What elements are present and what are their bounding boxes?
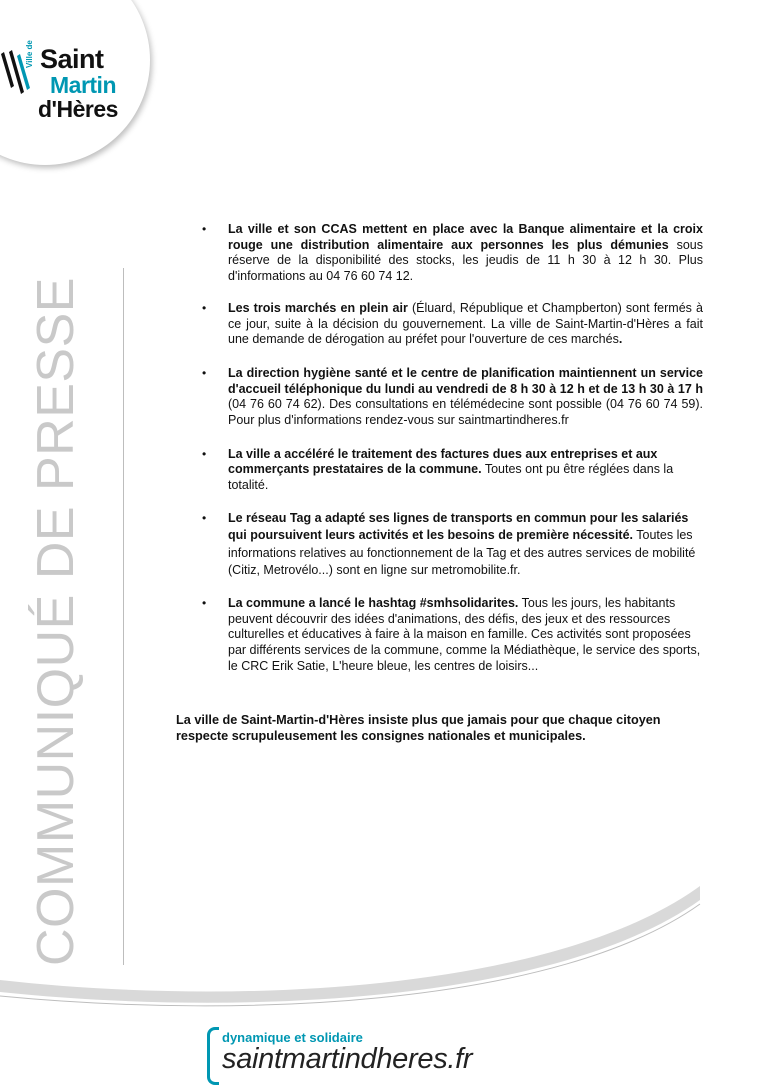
bullet-item-food-distribution bbox=[198, 222, 703, 285]
bullet-text: Toutes les informations relatives au fonctionnement de la Tag et des autres services de mobilité (Citiz, Metrovélo...) sont en ligne sur metromobilite.fr. bbox=[228, 528, 696, 578]
logo-martin-text: Martin bbox=[50, 72, 116, 98]
bullet-text: sous réserve de la disponibilité des stocks, les jeudis de 11 h 30 à 12 h 30. Plus d'informations au 04 76 60 74 12. bbox=[228, 237, 703, 284]
footer-website-link[interactable]: saintmartindheres.fr bbox=[222, 1043, 473, 1075]
logo-ville-label: Ville de bbox=[25, 40, 34, 68]
bullet-bold: Les trois marchés en plein air bbox=[228, 300, 408, 315]
side-divider bbox=[123, 268, 124, 965]
bullet-bold: La direction hygiène santé et le centre de planification maintiennent un service d'accueil téléphonique du lundi au vendredi de 8 h 30 à 12 h et de 13 h 30 à 17 h bbox=[228, 365, 703, 396]
bullet-item-invoices bbox=[198, 447, 703, 494]
bullet-bold: La ville et son CCAS mettent en place avec la Banque alimentaire et la croix rouge une distribution alimentaire aux personnes les plus démunies bbox=[228, 222, 703, 252]
closing-statement: La ville de Saint-Martin-d'Hères insiste plus que jamais pour que chaque citoyen respecte scrupuleusement les consignes nationales et municipales. bbox=[176, 713, 661, 743]
side-title: COMMUNIQUÉ DE PRESSE bbox=[27, 277, 85, 966]
bullet-bold: Le réseau Tag a adapté ses lignes de transports en commun pour les salariés qui poursuivent leurs activités et les besoins de première nécessité. bbox=[228, 510, 689, 543]
bullet-list bbox=[198, 222, 703, 674]
bullet-item-transport bbox=[198, 510, 703, 580]
bullet-item-health bbox=[198, 366, 703, 429]
decorative-swoosh bbox=[0, 880, 768, 1020]
bullet-item-hashtag bbox=[198, 596, 703, 675]
bullet-bold: La ville a accéléré le traitement des factures dues aux entreprises et aux commerçants prestataires de la commune. bbox=[228, 446, 658, 477]
bullet-text: Tous les jours, les habitants peuvent découvrir des idées d'animations, des défis, des jeux et des ressources culturelles et éducatives à faire à la maison en famille. Ces activités sont proposées par différents services de la commune, comme la Médiathèque, le service des sports, le CRC Erik Satie, L'heure bleue, les centres de loisirs... bbox=[228, 595, 701, 673]
bullet-text: (Éluard, République et Champberton) sont fermés à ce jour, suite à la décision du gouvernement. La ville de Saint-Martin-d'Hères a fait une demande de dérogation au préfet pour l'ouverture de ces marchés bbox=[228, 300, 703, 347]
footer-bracket-icon bbox=[207, 1027, 219, 1085]
logo-dheres-text: d'Hères bbox=[38, 96, 118, 122]
bullet-tail: . bbox=[618, 332, 623, 347]
logo-saint-text: Saint bbox=[40, 44, 104, 74]
bullet-bold: La commune a lancé le hashtag #smhsolidarites. bbox=[228, 595, 519, 610]
bullet-text: (04 76 60 74 62). Des consultations en télémédecine sont possible (04 76 60 74 59). Pour plus d'informations rendez-vous sur saintmartindheres.fr bbox=[228, 397, 703, 428]
bullet-item-markets bbox=[198, 301, 703, 348]
footer-tagline: dynamique et solidaire bbox=[222, 1030, 363, 1045]
bullet-text: Toutes ont pu être réglées dans la totalité. bbox=[228, 462, 674, 493]
